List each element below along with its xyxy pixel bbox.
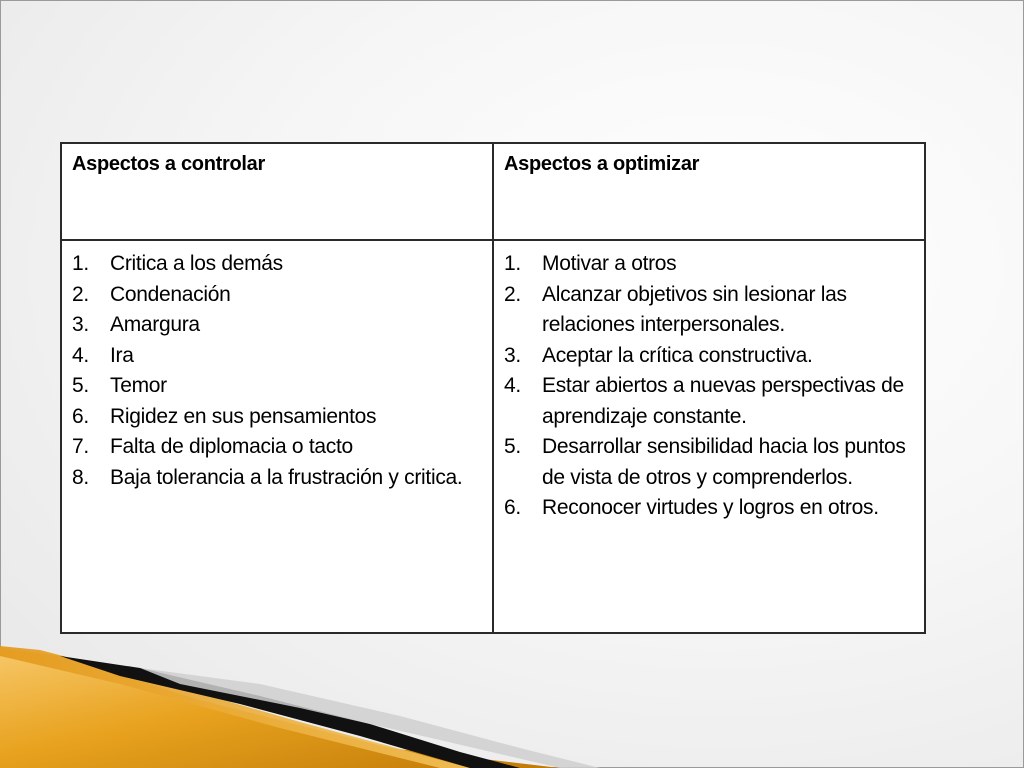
header-label: Aspectos a optimizar: [504, 153, 700, 175]
comparison-table-container: [60, 142, 924, 634]
list-item-number: 3.: [72, 313, 89, 336]
list-item: [72, 249, 482, 280]
list-item: [504, 280, 914, 341]
list-item: [72, 310, 482, 341]
header-aspectos-a-optimizar: [493, 143, 925, 240]
list-item: [504, 432, 914, 493]
list-item-number: 7.: [72, 435, 89, 458]
list-item-text: Ira: [110, 343, 134, 367]
list-item-text: Desarrollar sensibilidad hacia los puntos de vista de otros y comprenderlos.: [542, 435, 906, 489]
list-item-number: 5.: [504, 435, 521, 458]
list-item: [504, 371, 914, 432]
list-item-text: Estar abiertos a nuevas perspectivas de aprendizaje constante.: [542, 374, 904, 428]
list-item-text: Alcanzar objetivos sin lesionar las relaciones interpersonales.: [542, 282, 847, 336]
list-item-text: Reconocer virtudes y logros en otros.: [542, 496, 879, 519]
table-body-row: [61, 240, 925, 633]
list-item: [504, 493, 914, 524]
list-item-number: 1.: [72, 252, 89, 275]
list-item-text: Rigidez en sus pensamientos: [110, 404, 377, 428]
list-item: [72, 341, 482, 372]
list-item-number: 1.: [504, 252, 521, 275]
optimizar-list: [504, 249, 914, 524]
list-item: [72, 371, 482, 402]
list-item: [72, 463, 482, 494]
list-item-number: 2.: [504, 282, 521, 306]
list-item: [504, 249, 914, 280]
list-item-text: Amargura: [110, 313, 200, 336]
list-item-number: 8.: [72, 465, 89, 489]
list-item: [504, 341, 914, 372]
list-item: [72, 280, 482, 311]
cell-controlar-list: [61, 240, 493, 633]
list-item-text: Baja tolerancia a la frustración y critica.: [110, 465, 463, 489]
list-item-text: Condenación: [110, 282, 231, 306]
header-aspectos-a-controlar: [61, 143, 493, 240]
list-item-text: Motivar a otros: [542, 252, 677, 275]
list-item-number: 4.: [504, 374, 521, 397]
list-item: [72, 402, 482, 433]
list-item-number: 4.: [72, 343, 89, 367]
list-item-number: 6.: [504, 496, 521, 519]
header-label: Aspectos a controlar: [72, 153, 265, 175]
table-header-row: [61, 143, 925, 240]
list-item-number: 6.: [72, 404, 89, 428]
list-item: [72, 432, 482, 463]
list-item-number: 3.: [504, 343, 521, 367]
list-item-text: Falta de diplomacia o tacto: [110, 435, 353, 458]
list-item-text: Aceptar la crítica constructiva.: [542, 343, 813, 367]
list-item-text: Critica a los demás: [110, 252, 283, 275]
list-item-number: 5.: [72, 374, 89, 397]
controlar-list: [72, 249, 482, 493]
comparison-table: [60, 142, 926, 634]
list-item-number: 2.: [72, 282, 89, 306]
list-item-text: Temor: [110, 374, 167, 397]
cell-optimizar-list: [493, 240, 925, 633]
